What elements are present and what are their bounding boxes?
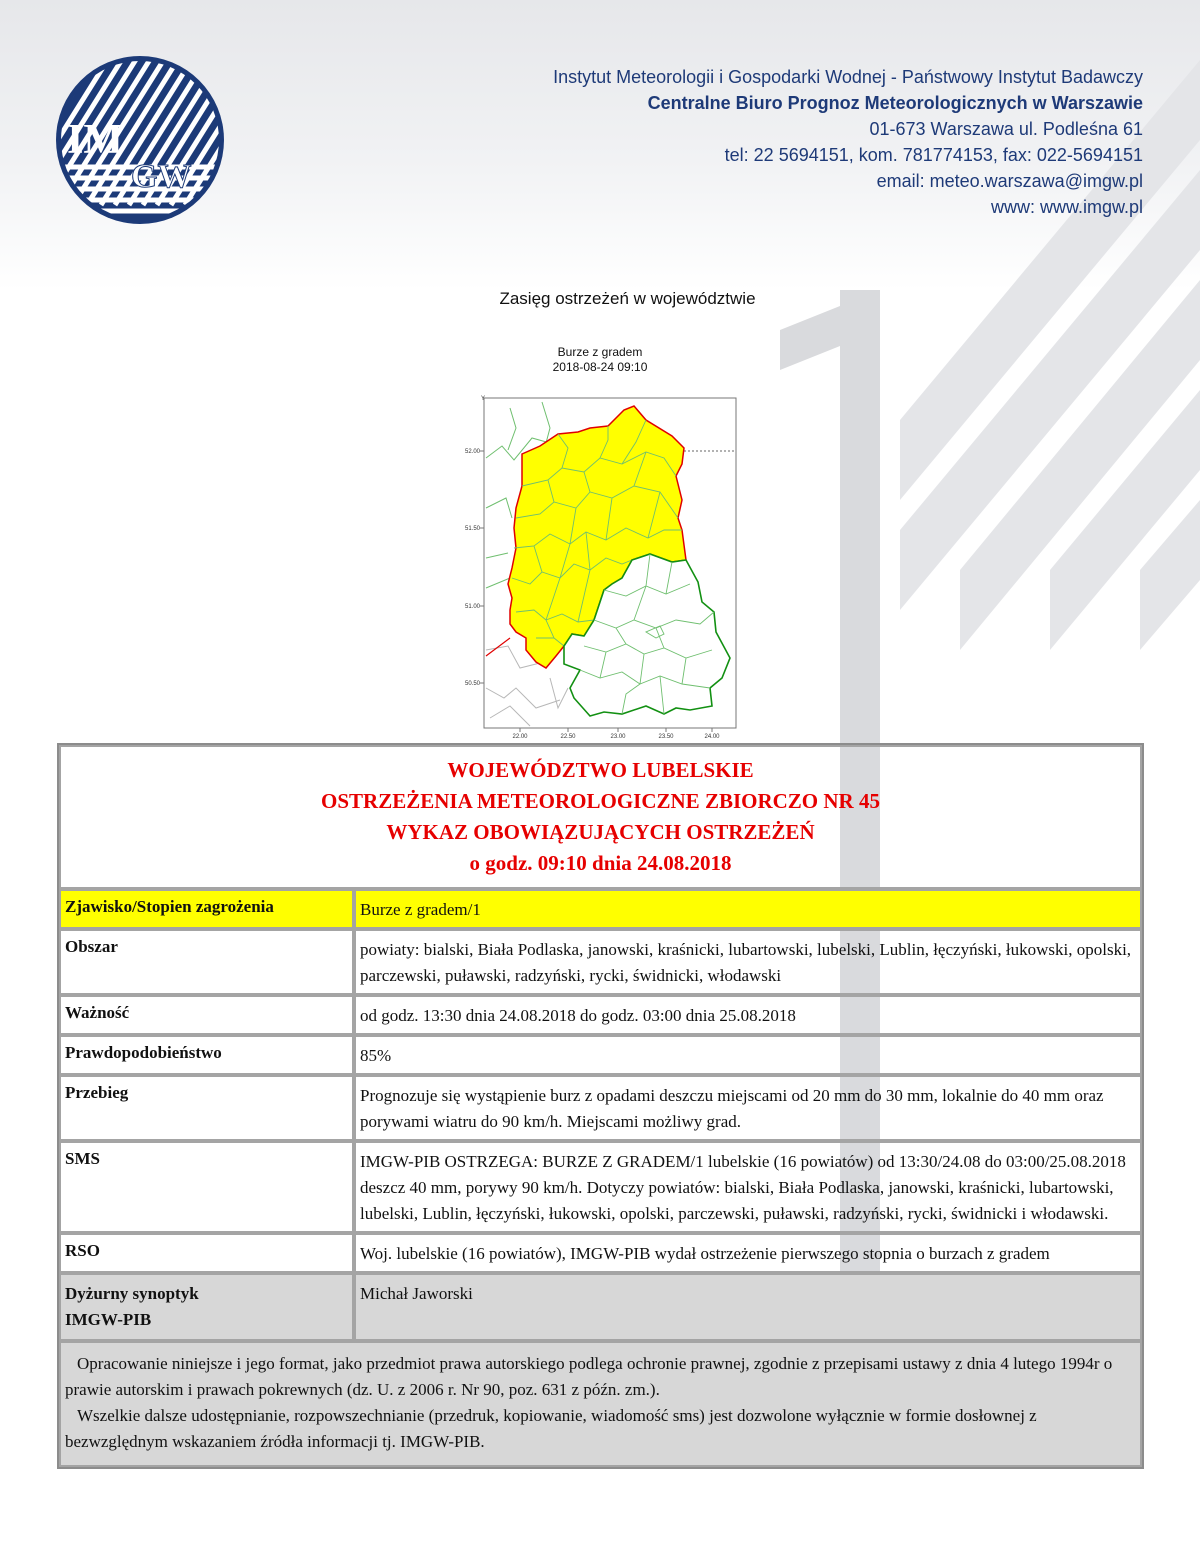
forecaster-label bbox=[59, 1273, 354, 1341]
forecaster-label-line1: Dyżurny synoptyk bbox=[65, 1284, 199, 1303]
logo-text-gw: GW bbox=[131, 158, 192, 195]
website-address: www: www.imgw.pl bbox=[990, 197, 1143, 217]
phone-numbers: tel: 22 5694151, kom. 781774153, fax: 022-5694151 bbox=[724, 145, 1143, 165]
x-tick-label: 22.50 bbox=[560, 734, 576, 740]
x-tick-label: 23.00 bbox=[610, 734, 626, 740]
distribution-paragraph: Wszelkie dalsze udostępnianie, rozpowszechnianie (przedruk, kopiowanie, wiadomość sms) jest dozwolone wyłącznie w formie dosłownej z bezwzględnym wskazaniem źródła informacji tj. IMGW-PIB. bbox=[65, 1406, 1037, 1451]
map-phenomenon: Burze z gradem bbox=[557, 345, 643, 359]
title-voivodeship: WOJEWÓDZTWO LUBELSKIE bbox=[447, 758, 754, 782]
table-title-row bbox=[59, 745, 1142, 889]
row-value: Burze z gradem/1 bbox=[354, 889, 1142, 929]
row-label: Obszar bbox=[59, 929, 354, 995]
title-list: WYKAZ OBOWIĄZUJĄCYCH OSTRZEŻEŃ bbox=[386, 820, 815, 844]
table-row-course bbox=[59, 1075, 1142, 1141]
row-label: Ważność bbox=[59, 995, 354, 1035]
table-row-probability bbox=[59, 1035, 1142, 1075]
table-row-area bbox=[59, 929, 1142, 995]
table-row-phenomenon bbox=[59, 889, 1142, 929]
copyright-paragraph: Opracowanie niniejsze i jego format, jako przedmiot prawa autorskiego podlega ochronie prawnej, zgodnie z przepisami ustawy z dnia 4 lutego 1994r o prawie autorskim i prawach pokrewnych (dz. U. z 2006 r. Nr 90, poz. 631 z późn. zm.). bbox=[65, 1354, 1113, 1399]
map-title bbox=[540, 345, 660, 375]
table-row-sms bbox=[59, 1141, 1142, 1233]
logo-text-im: IM bbox=[67, 117, 123, 163]
row-label: Zjawisko/Stopien zagrożenia bbox=[59, 889, 354, 929]
table-footer-row bbox=[59, 1341, 1142, 1467]
title-datetime: o godz. 09:10 dnia 24.08.2018 bbox=[469, 851, 732, 875]
title-warnings: OSTRZEŻENIA METEOROLOGICZNE ZBIORCZO NR 45 bbox=[321, 789, 880, 813]
row-value: powiaty: bialski, Biała Podlaska, janowski, kraśnicki, lubartowski, lubelski, Lublin, łęczyński, łukowski, opolski, parczewski, puławski, radzyński, rycki, świdnicki, włodawski bbox=[354, 929, 1142, 995]
x-tick-label: 23.50 bbox=[658, 734, 674, 740]
table-row-rso bbox=[59, 1233, 1142, 1273]
warning-map bbox=[450, 388, 750, 740]
row-label: Prawdopodobieństwo bbox=[59, 1035, 354, 1075]
forecaster-name: Michał Jaworski bbox=[354, 1273, 1142, 1341]
table-row-validity bbox=[59, 995, 1142, 1035]
x-tick-label: 22.00 bbox=[512, 734, 528, 740]
imgw-logo bbox=[55, 55, 225, 225]
row-value: 85% bbox=[354, 1035, 1142, 1075]
row-label: SMS bbox=[59, 1141, 354, 1233]
copyright-notice bbox=[59, 1341, 1142, 1467]
map-section-title: Zasięg ostrzeżeń w województwie bbox=[499, 289, 756, 308]
email-address: email: meteo.warszawa@imgw.pl bbox=[876, 171, 1143, 191]
institute-contact-block bbox=[553, 64, 1143, 220]
row-value: od godz. 13:30 dnia 24.08.2018 do godz. 03:00 dnia 25.08.2018 bbox=[354, 995, 1142, 1035]
table-row-forecaster bbox=[59, 1273, 1142, 1341]
row-value: Prognozuje się wystąpienie burz z opadami deszczu miejscami od 20 mm do 30 mm, lokalnie do 40 mm oraz porywami wiatru do 90 km/h. Miejscami możliwy grad. bbox=[354, 1075, 1142, 1141]
forecaster-label-line2: IMGW-PIB bbox=[65, 1310, 152, 1329]
warning-table bbox=[57, 743, 1144, 1469]
row-label: RSO bbox=[59, 1233, 354, 1273]
bureau-name: Centralne Biuro Prognoz Meteorologicznych w Warszawie bbox=[647, 93, 1143, 113]
table-title bbox=[59, 745, 1142, 889]
y-tick-label: 51.00 bbox=[464, 604, 480, 610]
row-value: Woj. lubelskie (16 powiatów), IMGW-PIB wydał ostrzeżenie pierwszego stopnia o burzach z gradem bbox=[354, 1233, 1142, 1273]
map-datetime: 2018-08-24 09:10 bbox=[552, 360, 648, 374]
y-tick-label: 50.50 bbox=[464, 681, 480, 687]
row-value: IMGW-PIB OSTRZEGA: BURZE Z GRADEM/1 lubelskie (16 powiatów) od 13:30/24.08 do 03:00/25.08.2018 deszcz 40 mm, porywy 90 km/h. Dotyczy powiatów: bialski, Biała Podlaska, janowski, kraśnicki, lubartowski, lubelski, Lublin, łęczyński, łukowski, opolski, parczewski, puławski, radzyński, rycki, świdnicki i włodawski. bbox=[354, 1141, 1142, 1233]
x-tick-label: 24.00 bbox=[704, 734, 720, 740]
y-tick-label: 51.50 bbox=[464, 526, 480, 532]
map-y-axis-letter: Y bbox=[481, 396, 486, 402]
address: 01-673 Warszawa ul. Podleśna 61 bbox=[869, 119, 1143, 139]
institute-name: Instytut Meteorologii i Gospodarki Wodnej - Państwowy Instytut Badawczy bbox=[553, 67, 1143, 87]
row-label: Przebieg bbox=[59, 1075, 354, 1141]
y-tick-label: 52.00 bbox=[464, 449, 480, 455]
